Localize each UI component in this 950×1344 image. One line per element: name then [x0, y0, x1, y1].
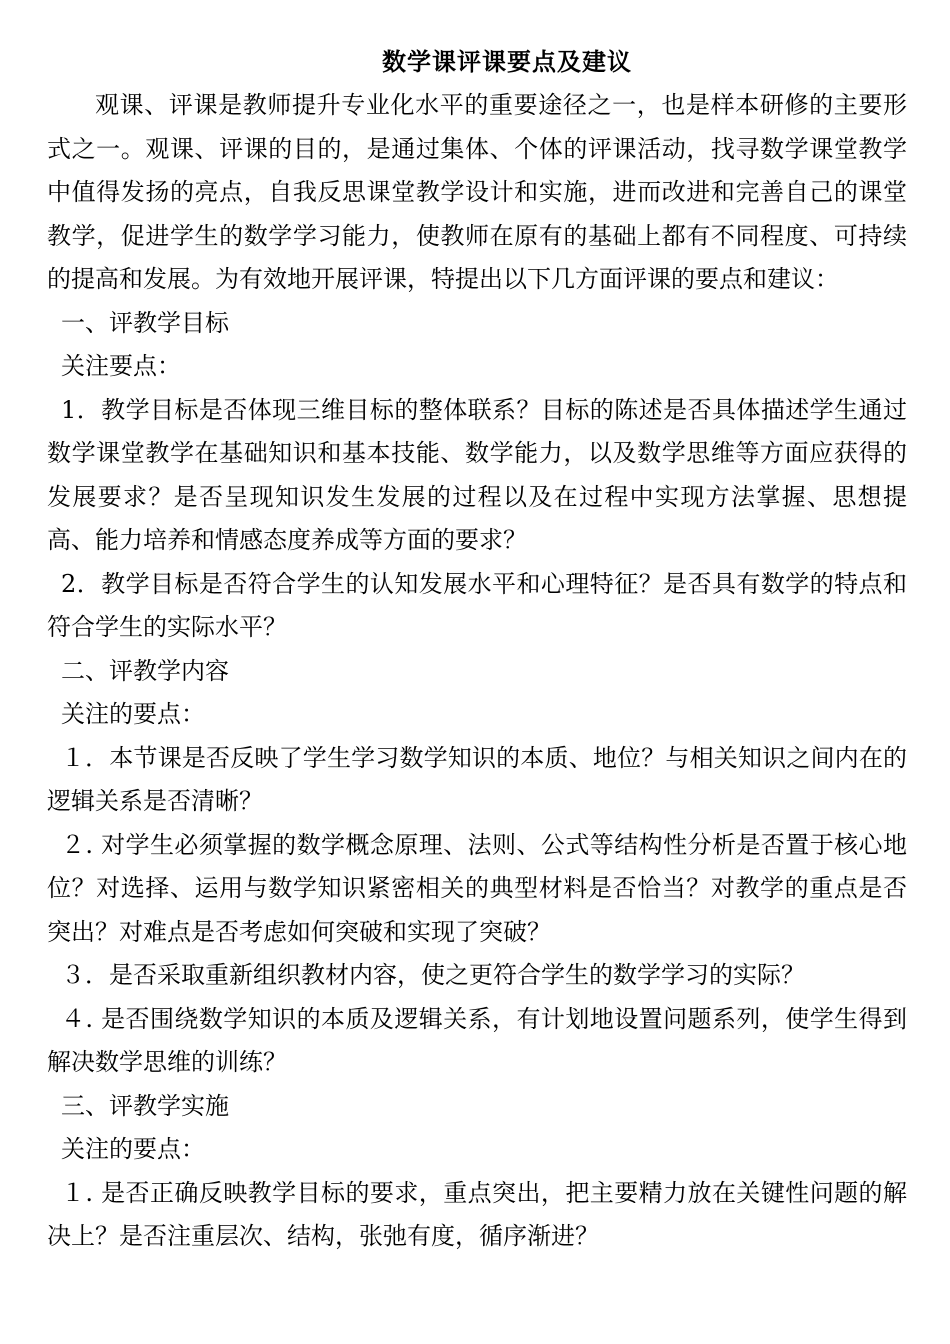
section-3-focus-label: 关注的要点：	[61, 1135, 205, 1163]
section-1-item-1: 1．教学目标是否体现三维目标的整体联系？目标的陈述是否具体描述学生通过数学课堂教学在基础知识和基本技能、数学能力，以及数学思维等方面应获得的发展要求？是否呈现知识发生发展的过程以及在过程中实现方法掌握、思想提高、能力培养和情感态度养成等方面的要求？	[47, 395, 907, 554]
intro-paragraph: 观课、评课是教师提升专业化水平的重要途径之一，也是样本研修的主要形式之一。观课、评课的目的，是通过集体、个体的评课活动，找寻数学课堂教学中值得发扬的亮点，自我反思课堂教学设计和实施，进而改进和完善自己的课堂教学，促进学生的数学学习能力，使教师在原有的基础上都有不同程度、可持续的提高和发展。为有效地开展评课，特提出以下几方面评课的要点和建议：	[47, 91, 907, 293]
document-page	[47, 40, 907, 1259]
document-title: 数学课评课要点及建议	[382, 47, 632, 76]
section-3-item-1: １. 是否正确反映教学目标的要求，重点突出，把主要精力放在关键性问题的解决上？是否注重层次、结构，张弛有度，循序渐进？	[47, 1178, 907, 1250]
section-2-heading: 二、评教学内容	[61, 656, 229, 685]
section-2-item-2: ２. 对学生必须掌握的数学概念原理、法则、公式等结构性分析是否置于核心地位？对选择、运用与数学知识紧密相关的典型材料是否恰当？对教学的重点是否突出？对难点是否考虑如何突破和实现了突破？	[47, 830, 907, 946]
section-2-item-3: ３．是否采取重新组织教材内容，使之更符合学生的数学学习的实际？	[61, 961, 805, 989]
section-2-item-1: １．本节课是否反映了学生学习数学知识的本质、地位？与相关知识之间内在的逻辑关系是否清晰？	[47, 743, 907, 815]
section-3-heading: 三、评教学实施	[61, 1091, 229, 1120]
section-2-item-4: ４. 是否围绕数学知识的本质及逻辑关系，有计划地设置问题系列，使学生得到解决数学思维的训练？	[47, 1004, 907, 1076]
section-1-item-2: 2．教学目标是否符合学生的认知发展水平和心理特征？是否具有数学的特点和符合学生的实际水平？	[47, 569, 907, 641]
section-1-heading: 一、评教学目标	[61, 308, 229, 337]
section-1-focus-label: 关注要点：	[61, 352, 181, 380]
section-2-focus-label: 关注的要点：	[61, 700, 205, 728]
